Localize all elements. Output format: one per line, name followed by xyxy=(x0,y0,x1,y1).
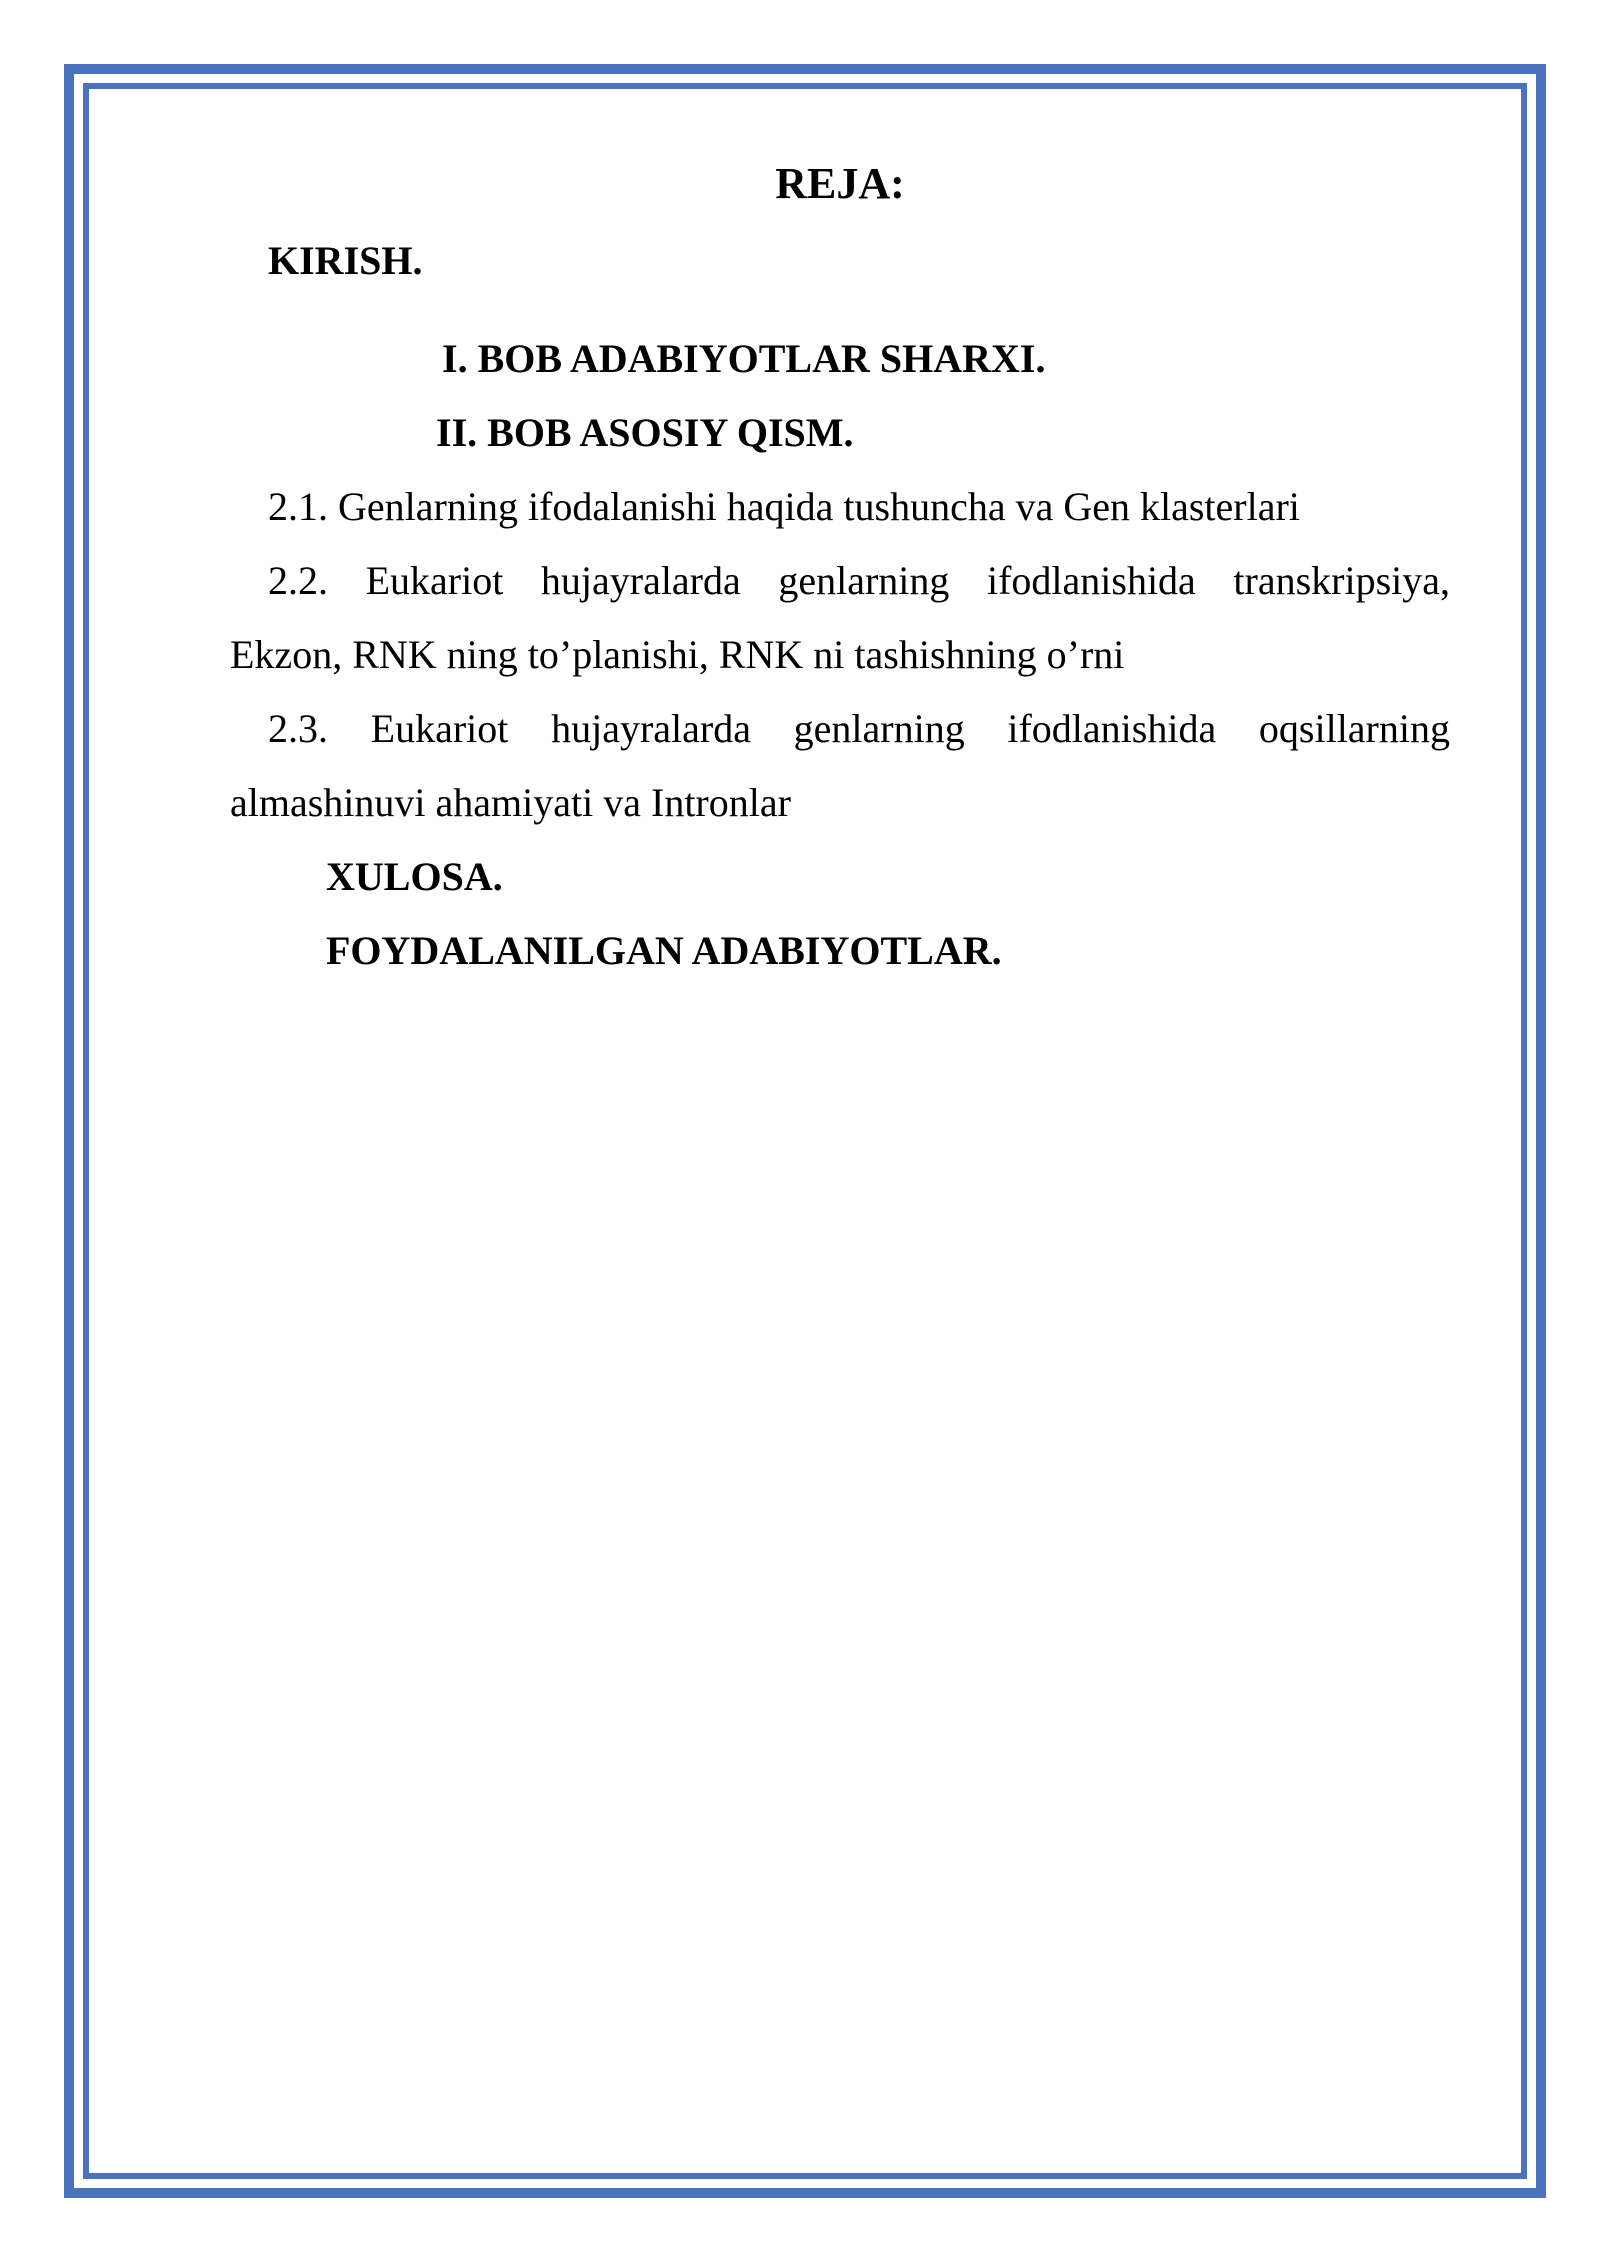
references-heading: FOYDALANILGAN ADABIYOTLAR. xyxy=(326,928,1002,973)
intro-heading: KIRISH. xyxy=(268,238,423,283)
conclusion-heading: XULOSA. xyxy=(326,854,503,899)
section-2-3-line-2: almashinuvi ahamiyati va Intronlar xyxy=(230,780,791,825)
plan-title: REJA: xyxy=(775,159,905,208)
chapter-2-heading: II. BOB ASOSIY QISM. xyxy=(436,410,854,455)
page-border-inner xyxy=(83,83,1527,2179)
section-2-3-line-1: 2.3. Eukariot hujayralarda genlarning ifodlanishida oqsillarning xyxy=(268,706,1450,751)
section-2-2-line-1: 2.2. Eukariot hujayralarda genlarning ifodlanishida transkripsiya, xyxy=(268,558,1450,603)
section-2-1: 2.1. Genlarning ifodalanishi haqida tushuncha va Gen klasterlari xyxy=(268,484,1300,529)
chapter-1-heading: I. BOB ADABIYOTLAR SHARXI. xyxy=(442,336,1046,381)
section-2-2-line-2: Ekzon, RNK ning to’planishi, RNK ni tashishning o’rni xyxy=(230,632,1125,677)
